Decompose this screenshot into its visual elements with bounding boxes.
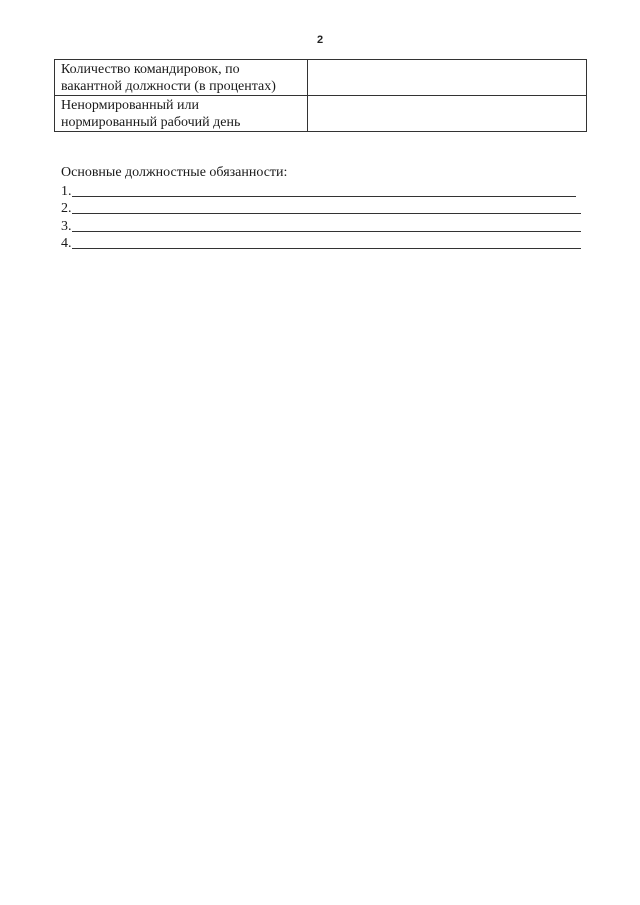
duties-section (61, 164, 581, 252)
table-cell-value[interactable] (308, 60, 587, 96)
duty-number: 3. (61, 218, 72, 234)
duty-line[interactable] (61, 182, 581, 200)
table-row (55, 60, 587, 96)
table-cell-label (55, 60, 308, 96)
duty-blank-line (72, 195, 577, 197)
duty-blank-line (72, 230, 582, 232)
position-info-table (54, 59, 587, 132)
table-cell-label (55, 96, 308, 132)
duties-heading: Основные должностные обязанности: (61, 165, 288, 180)
duty-blank-line (72, 247, 582, 249)
duty-number: 2. (61, 201, 72, 216)
table-row (55, 96, 587, 132)
label-line: Количество командировок, по (61, 62, 240, 77)
table-cell-value[interactable] (308, 96, 587, 132)
label-line: вакантной должности (в процентах) (61, 79, 276, 94)
duty-line[interactable] (61, 217, 581, 235)
duty-number: 4. (61, 236, 72, 251)
duty-line[interactable] (61, 235, 581, 253)
duty-blank-line (72, 212, 582, 214)
duty-number: 1. (61, 183, 72, 199)
duty-line[interactable] (61, 200, 581, 218)
page-number: 2 (316, 34, 324, 46)
label-line: нормированный рабочий день (61, 115, 241, 130)
label-line: Ненормированный или (61, 98, 199, 113)
